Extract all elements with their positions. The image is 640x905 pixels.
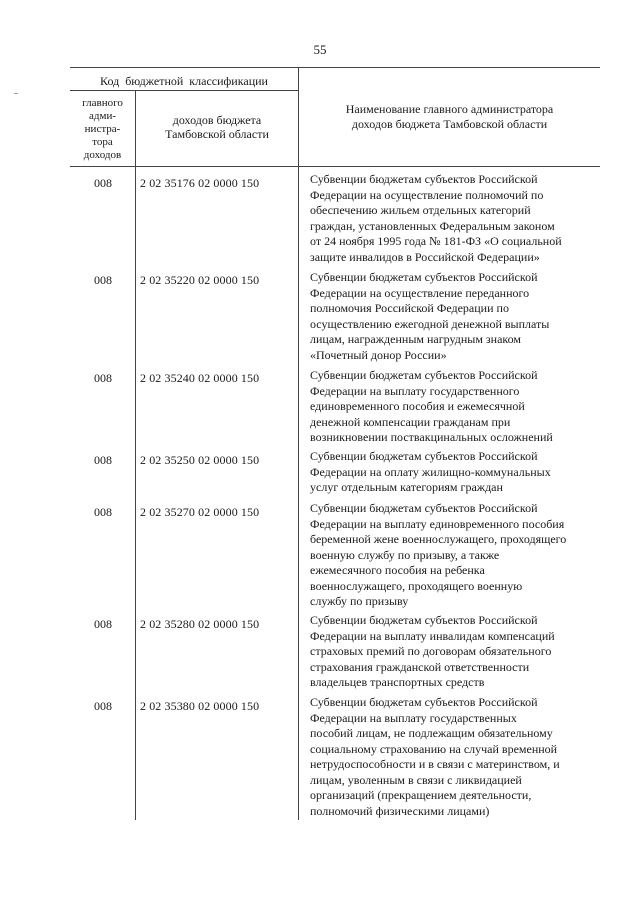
budget-code: 2 02 35220 02 0000 150 [140, 273, 260, 287]
admin-code: 008 [94, 273, 112, 287]
header-bottom-rule [70, 166, 600, 167]
budget-code: 2 02 35176 02 0000 150 [140, 176, 260, 190]
revenue-name: Субвенции бюджетам субъектов Российской Федерации на осуществление переданного полномочия Российской Федерации по осуществлению ежегодной денежной выплаты лицам, награжденным нагрудным знаком «Почетный донор России» [310, 270, 550, 362]
header-code: доходов бюджета Тамбовской области [165, 113, 269, 141]
budget-code: 2 02 35380 02 0000 150 [140, 699, 260, 713]
revenue-name: Субвенции бюджетам субъектов Российской Федерации на выплату единовременного пособия беременной жене военнослужащего, проходящего военную службу по призыву, а также ежемесячного пособия на ребенка военнослужащего, проходящего военную службу по призыву [310, 501, 567, 608]
revenue-name: Субвенции бюджетам субъектов Российской Федерации на выплату инвалидам компенсаций страховых премий по договорам обязательного страхования гражданской ответственности владельцев транспортных средств [310, 613, 555, 689]
revenue-name: Субвенции бюджетам субъектов Российской Федерации на оплату жилищно-коммунальных услуг отдельным категориям граждан [310, 449, 551, 494]
page-number: 55 [313, 42, 327, 57]
table-top-rule [70, 67, 600, 68]
header-code-group: Код бюджетной классификации [100, 74, 268, 88]
admin-code: 008 [94, 371, 112, 385]
admin-code: 008 [94, 617, 112, 631]
budget-code: 2 02 35250 02 0000 150 [140, 453, 260, 467]
admin-code: 008 [94, 505, 112, 519]
group-header-rule [70, 90, 298, 91]
revenue-name: Субвенции бюджетам субъектов Российской Федерации на выплату государственных пособий лицам, не подлежащим обязательному социальному страхованию на случай временной нетрудоспособности и в связи с материнством, и лицам, уволенным в связи с ликвидацией организаций (прекращением деятельности, полномочий физическими лицами) [310, 695, 560, 818]
budget-code: 2 02 35280 02 0000 150 [140, 617, 260, 631]
revenue-name: Субвенции бюджетам субъектов Российской Федерации на выплату государственного единовременного пособия и ежемесячной денежной компенсации гражданам при возникновении поствакцинальных осложнений [310, 368, 553, 444]
header-name: Наименование главного администратора доходов бюджета Тамбовской области [345, 102, 554, 131]
admin-code: 008 [94, 176, 112, 190]
admin-code: 008 [94, 453, 112, 467]
budget-code: 2 02 35240 02 0000 150 [140, 371, 260, 385]
admin-code: 008 [94, 699, 112, 713]
margin-mark [14, 93, 18, 94]
column-divider-1 [135, 90, 136, 820]
revenue-name: Субвенции бюджетам субъектов Российской Федерации на осуществление полномочий по обеспечению жильем отдельных категорий граждан, установленных Федеральным законом от 24 ноября 1995 года № 181-ФЗ «О социальной защите инвалидов в Российской Федерации» [310, 172, 562, 264]
budget-code: 2 02 35270 02 0000 150 [140, 505, 260, 519]
header-admin: главного адми- нистра- тора доходов [82, 97, 123, 161]
